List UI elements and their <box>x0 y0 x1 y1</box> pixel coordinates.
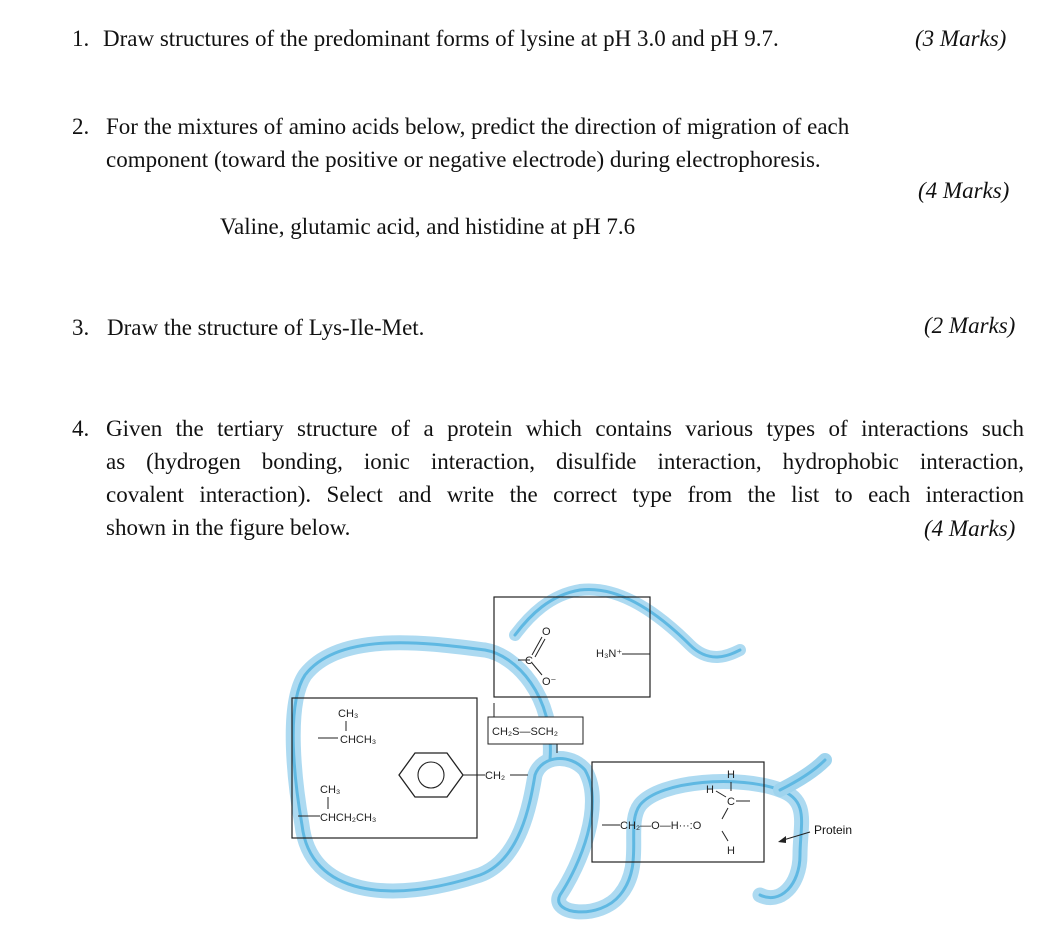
question-4-line-2: as (hydrogen bonding, ionic interaction, disulfide interaction, hydrophobic interaction, <box>106 449 1024 474</box>
question-4-line-3: covalent interaction). Select and write the correct type from the list to each interaction <box>106 482 1024 507</box>
question-2-line-1: For the mixtures of amino acids below, predict the direction of migration of each <box>106 114 850 139</box>
protein-label-group <box>778 823 852 843</box>
hbond-h-left-label: H <box>706 784 714 796</box>
question-4-line-1: Given the tertiary structure of a protein which contains various types of interactions such <box>106 416 1024 441</box>
question-2-number: 2. <box>72 114 90 139</box>
question-4-number: 4. <box>72 416 90 441</box>
chch2ch3-label: CHCH₂CH₃ <box>320 812 377 824</box>
hbond-chain-label: CH₂—O—H···:O <box>620 820 702 832</box>
question-1-marks: (3 Marks) <box>915 26 1007 51</box>
carboxyl-carbon-label: C <box>525 655 533 667</box>
question-4 <box>72 412 1024 544</box>
hbond-carbon-label: C <box>727 796 735 808</box>
question-2 <box>72 110 1032 176</box>
ch3-label-b: CH₃ <box>320 784 341 796</box>
question-4-line-4: shown in the figure below. <box>106 515 351 540</box>
hbond-h-top-label: H <box>727 769 735 781</box>
carboxyl-oxygen-label: O <box>542 626 551 638</box>
disulfide-interaction-box <box>488 703 583 753</box>
ch2-label: CH₂ <box>485 770 506 782</box>
question-3-marks: (2 Marks) <box>924 313 1016 338</box>
carboxylate-label: O⁻ <box>542 676 557 688</box>
question-3 <box>72 311 772 344</box>
hbond-h-bottom-label: H <box>727 845 735 857</box>
question-3-number: 3. <box>72 315 90 340</box>
question-2-marks: (4 Marks) <box>918 178 1010 203</box>
chch3-label: CHCH₃ <box>340 734 377 746</box>
ionic-interaction-box <box>494 597 650 697</box>
ch3-label-a: CH₃ <box>338 708 359 720</box>
question-2-line-2: component (toward the positive or negative electrode) during electrophoresis. <box>106 147 821 172</box>
question-1-number: 1. <box>72 26 90 51</box>
question-2-subtext: Valine, glutamic acid, and histidine at pH 7.6 <box>220 214 636 239</box>
protein-tertiary-structure-figure <box>280 575 880 935</box>
protein-label: Protein <box>814 823 853 837</box>
protein-ribbon <box>293 589 825 911</box>
question-3-text: Draw the structure of Lys-Ile-Met. <box>107 315 425 340</box>
question-1-text: Draw structures of the predominant forms of lysine at pH 3.0 and pH 9.7. <box>103 26 779 51</box>
disulfide-label: CH₂S—SCH₂ <box>492 726 558 738</box>
amine-label: H₃N⁺ <box>596 648 623 660</box>
question-1 <box>72 22 1032 55</box>
question-4-marks: (4 Marks) <box>924 516 1016 541</box>
